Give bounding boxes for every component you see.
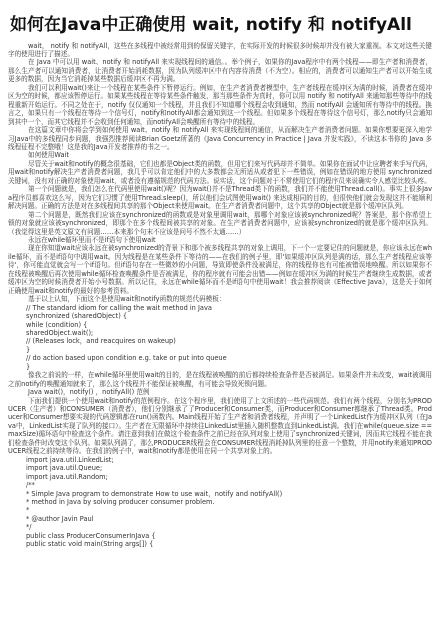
- code-line: synchronized (sharedObject) {: [26, 312, 128, 321]
- code-line: public static void main(String args[]) {: [26, 540, 154, 549]
- paragraph-wait-notify-concept: 尽管关于wait和notify的概念很基础，它们也都是Object类的函数，但用它们来写代码却并不简单。如果你在面试中让应聘者来手写代码，用wait和notify解决生产者消费者问题，我几乎可以肯定他们中的大多数都会无所适从或者犯下一些错误，例如在错误的地方使用 synchronized 关键词，没有对正确的对象使用wait，或者没有遵循规范的代码方法。说实话，这个问题对于不常使用它们的程序员来说确实令人感觉比较头疼。: [8, 159, 432, 185]
- code-line: sharedObject.wait();: [26, 328, 94, 337]
- article-body: [0, 42, 440, 549]
- subheading-how-to-use-wait: 如何使用Wait: [28, 151, 69, 160]
- code-block-producer-consumer: [8, 456, 432, 549]
- code-line: }: [26, 345, 31, 354]
- paragraph-overview: 在 Java 中可以用 wait、notify 和 notifyAll 来实现线程间的通信。。举个例子，如果你的Java程序中有两个线程——即生产者和消费者，那么生产者可以通知消费者，让消费者开始消耗数据，因为队列缓冲区中有内容待消费（不为空）。相应的，消费者可以通知生产者可以开始生成更多的数据，因为当它消耗掉某些数据后缓冲区不再为满。: [8, 58, 432, 84]
- subheading-example: Java wait()，notify() ，notifyAll() 范例: [28, 388, 150, 397]
- code-line: *: [26, 506, 30, 515]
- paragraph-intro: wait， notify 和 notifyAll，这些在多线程中被经常用到的保留关键字，在实际开发的时候很多时候却并没有被大家重视。本文对这些关键字的使用进行了描述。: [8, 41, 432, 58]
- paragraph-notify-difference: 我们可以利用wait()来让一个线程在某些条件下暂停运行。例如，在生产者消费者模型中，生产者线程在缓冲区为满的时候，消费者在缓冲区为空的时候，都应该暂停运行。如果某些线程在等待某些条件触发，那当那些条件为真时，你可以用 notify 和 notifyAll 来通知那些等待中的线程重新开始运行。不同之处在于，notify 仅仅通知一个线程，并且我们不知道哪个线程会收到通知，然而 notifyAll 会通知所有等待中的线程。换言之，如果只有一个线程在等待一个信号灯，notify和notifyAll都会通知到这一个线程。但如果多个线程在等待这个信号灯，那么notify只会通知到其中一个，而其它线程并不会收到任何通知，而notifyAll会唤醒所有等待中的线程。: [8, 83, 432, 126]
- paragraph-while-vs-if: 现在你知道wait应该永远在被synchronized的背景下和那个被多线程共享的对象上调用，下一个一定要记住的问题就是，你应该永远在while循环，而不是if语句中调用wait。因为线程是在某些条件下等待的——在我们的例子里，即'如果缓冲区队列是满的话，那么生产者线程应该等待'，你可能直觉就会写一个if语句。但if语句存在一些微妙的小问题，导致即使条件没被满足，你的线程你也有可能被错误地唤醒。所以如果你不在线程被唤醒后再次使用while循环检查唤醒条件是否被满足，你的程序就有可能会出错——例如在缓冲区为满的时候生产者继续生成数据，或者缓冲区为空的时候消费者开始小号数据。所以记住，永远在while循环而不是if语句中使用wait！我会推荐阅读《Effective Java》，这是关于如何正确使用wait和notify的最好的参考资料。: [8, 244, 432, 295]
- paragraph-template-intro: 基于以上认知，下面这个是使用wait和notify函数的规范代码模板：: [28, 295, 226, 304]
- code-line: * Simple Java program to demonstrate How to use wait，notify and notifyAll(): [26, 489, 283, 498]
- code-line: public class ProducerConsumerInJava {: [26, 531, 156, 540]
- paragraph-first-question: 第一个问题就是，我们怎么在代码里使用wait()呢？因为wait()并不是Thread类下的函数，我们并不能使用Thread.call()。事实上很多Java程序员都喜欢这么写，因为它们习惯了使用Thread.sleep()，所以他们会试图使用wait() 来达成相同的目的，但很快他们就会发现这并不能顺利解决问题。正确的方法是对在多线程间共享的那个Object来使用wait。在生产者消费者问题中，这个共享的Object就是那个缓冲区队列。: [8, 185, 432, 211]
- code-line: // The standard idiom for calling the wait method in Java: [26, 303, 212, 312]
- paragraph-example: 下面我们提供一个使用wait和notify的范例程序。在这个程序里，我们使用了上文所述的一些代码规范。我们有两个线程，分别名为PRODUCER（生产者）和CONSUMER（消费者），他们分别继承了了Producer和Consumer类，而Producer和Consumer都继承了Thread类。Producer和Consumer想要实现的代码逻辑都在run()函数内。Main线程开始了生产者和消费者线程，并声明了一个LinkedList作为缓冲区队列（在Java中，LinkedList实现了队列的接口）。生产者在无限循环中持续往LinkedList里插入随机整数直到LinkedList满。我们在while(queue.size == maxSize)循环语句中检查这个条件。请注意到我们在做这个检查条件之前已经在队列对象上使用了synchronized关键词，因而其它线程不能在我们检查条件时改变这个队列。如果队列满了，那么PRODUCER线程会在CONSUMER线程消耗掉队列里的任意一个整数，并用notify来通知PRODUCER线程之前持续等待。在我们的例子中，wait和notify都是使用在同一个共享对象上的。: [8, 396, 432, 456]
- code-line: // (Releases lock，and reacquires on wakeup): [26, 337, 176, 346]
- page-title: 如何在Java中正确使用 wait, notify 和 notifyAll: [10, 15, 412, 35]
- code-line: /**: [26, 481, 35, 490]
- code-line: */: [26, 523, 32, 532]
- paragraph-second-question: 第二个问题是，既然我们应该在synchronized的函数或是对象里调用wait，那哪个对象应该被synchronized呢？答案是，那个你希望上锁的对象就应该被synchronized，即那个在多个线程间被共享的对象。在生产者消费者问题中，应该被synchronized的就是那个缓冲区队列。（我觉得这里是英文原文有问题……本来那个句末不应该是问号不然不太通……）: [8, 210, 432, 236]
- paragraph-book-recommendation: 在这篇文章中你将会学到如何使用 wait、notify 和 notifyAll 来实现线程间的通信，从而解决生产者消费者问题。如果你想要更深入地学习Java中的多线程同步问题，我强烈推荐阅读Brian Goetz所著的《Java Concurrency in Practice | Java 并发实践》，不读这本书你的 Java 多线程征程不完整哦！这是我的Java开发者推荐的书之一。: [8, 126, 432, 151]
- code-block-wait-idiom: [8, 304, 432, 372]
- code-line: import java.util.Random;: [26, 472, 108, 481]
- code-line: }: [26, 362, 31, 371]
- code-line: * @author Javin Paul: [26, 514, 94, 523]
- code-line: import java.util.Queue;: [26, 464, 103, 473]
- subheading-while-loop: 永远在while循环里而不是if语句下使用wait: [28, 235, 156, 244]
- code-line: // do action based upon condition e.g. take or put into queue: [26, 354, 227, 363]
- code-line: import java.util.LinkedList;: [26, 455, 114, 464]
- code-line: * method in Java by solving producer consumer problem.: [26, 498, 215, 507]
- paragraph-after-code: 像我之前说的一样，在while循环里使用wait的目的，是在线程被唤醒的前后都持续检查条件是否被满足。如果条件并未改变，wait被调用之前notify的唤醒通知就来了，那么这个线程并不能保证被唤醒，有可能会导致死锁问题。: [8, 371, 432, 388]
- code-line: while (condition) {: [26, 320, 88, 329]
